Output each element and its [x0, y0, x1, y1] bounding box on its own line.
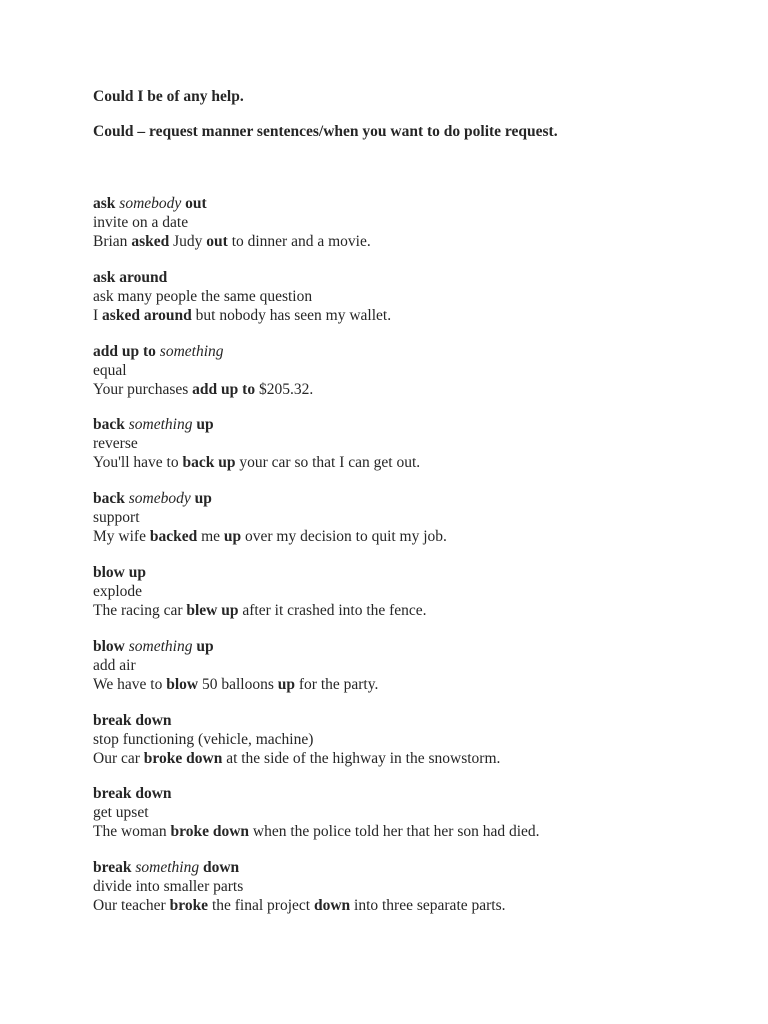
- term-placeholder: somebody: [119, 195, 182, 212]
- example-highlight: broke down: [143, 749, 223, 767]
- term-word: out: [181, 195, 207, 212]
- phrasal-verb-term: [93, 637, 733, 656]
- phrasal-verb-meaning: add air: [93, 656, 136, 674]
- example-text: at the side of the highway in the snowstorm.: [222, 749, 501, 767]
- example-highlight: up: [223, 528, 242, 546]
- example-text: after it crashed into the fence.: [238, 601, 427, 619]
- phrasal-verb-list: [93, 194, 733, 915]
- phrasal-verb-term: [93, 711, 733, 730]
- example-highlight: up: [277, 675, 295, 693]
- term-word: back: [93, 490, 129, 508]
- phrasal-verb-meaning: get upset: [93, 804, 149, 822]
- phrasal-verb-entry: [93, 415, 733, 472]
- term-word: up: [190, 490, 212, 508]
- example-highlight: out: [206, 233, 228, 250]
- example-text: over my decision to quit my job.: [241, 528, 447, 546]
- example-text: me: [197, 528, 224, 546]
- phrasal-verb-term: [93, 489, 733, 508]
- example-text: The woman: [93, 823, 171, 841]
- phrasal-verb-entry: [93, 711, 733, 768]
- phrasal-verb-entry: [93, 784, 733, 841]
- example-text: $205.32.: [255, 380, 314, 398]
- example-text: We have to: [93, 675, 167, 693]
- example-text: You'll have to: [93, 454, 183, 472]
- document-page: [93, 87, 733, 932]
- example-highlight: backed: [149, 528, 198, 546]
- phrasal-verb-example: [93, 601, 733, 620]
- term-placeholder: somebody: [128, 490, 191, 508]
- term-word: ask around: [93, 268, 168, 286]
- example-text: Our car: [93, 749, 144, 767]
- example-text: when the police told her that her son had died.: [249, 823, 540, 841]
- heading-question: Could I be of any help.: [93, 88, 244, 105]
- phrasal-verb-entry: [93, 563, 733, 620]
- term-placeholder: something: [128, 416, 193, 434]
- phrasal-verb-term: [93, 784, 733, 803]
- example-highlight: back up: [182, 454, 236, 472]
- phrasal-verb-meaning: stop functioning (vehicle, machine): [93, 730, 314, 748]
- example-text: Judy: [169, 233, 207, 250]
- phrasal-verb-term: [93, 342, 733, 361]
- phrasal-verb-example: [93, 896, 733, 915]
- phrasal-verb-meaning: divide into smaller parts: [93, 878, 244, 896]
- term-word: blow: [93, 637, 129, 655]
- example-text: 50 balloons: [198, 675, 278, 693]
- example-highlight: broke: [169, 897, 209, 915]
- term-word: break: [93, 859, 136, 877]
- example-text: I: [93, 306, 103, 324]
- phrasal-verb-entry: [93, 489, 733, 546]
- phrasal-verb-entry: [93, 194, 733, 251]
- term-word: break down: [93, 711, 172, 729]
- phrasal-verb-meaning: explode: [93, 582, 143, 600]
- example-text: the final project: [208, 897, 314, 915]
- example-highlight: blow: [166, 675, 199, 693]
- example-highlight: asked: [131, 233, 170, 250]
- term-word: back: [93, 416, 129, 434]
- example-text: My wife: [93, 528, 150, 546]
- example-text: into three separate parts.: [350, 897, 506, 915]
- example-highlight: down: [313, 897, 351, 915]
- example-text: to dinner and a movie.: [227, 233, 371, 250]
- phrasal-verb-example: [93, 453, 733, 472]
- example-highlight: broke down: [170, 823, 250, 841]
- example-text: your car so that I can get out.: [235, 454, 421, 472]
- phrasal-verb-example: [93, 675, 733, 694]
- example-text: Our teacher: [93, 897, 170, 915]
- phrasal-verb-entry: [93, 858, 733, 915]
- phrasal-verb-term: [93, 563, 733, 582]
- term-word: up: [192, 416, 214, 434]
- phrasal-verb-term: [93, 415, 733, 434]
- phrasal-verb-meaning: reverse: [93, 435, 138, 453]
- example-text: The racing car: [93, 601, 187, 619]
- example-text: Brian: [93, 233, 132, 250]
- term-word: blow up: [93, 563, 146, 581]
- term-word: up: [192, 637, 214, 655]
- phrasal-verb-meaning: equal: [93, 361, 127, 379]
- phrasal-verb-meaning: invite on a date: [93, 214, 189, 231]
- phrasal-verb-example: [93, 822, 733, 841]
- example-highlight: asked around: [102, 306, 192, 324]
- phrasal-verb-meaning: support: [93, 509, 140, 527]
- term-word: ask: [93, 195, 120, 212]
- heading-could-explanation: Could – request manner sentences/when you want to do polite request.: [93, 123, 558, 140]
- phrasal-verb-term: [93, 194, 733, 213]
- phrasal-verb-example: [93, 380, 733, 399]
- phrasal-verb-entry: [93, 637, 733, 694]
- term-word: down: [199, 859, 240, 877]
- phrasal-verb-term: [93, 858, 733, 877]
- phrasal-verb-term: [93, 268, 733, 287]
- example-highlight: add up to: [192, 380, 256, 398]
- example-text: but nobody has seen my wallet.: [191, 306, 392, 324]
- example-text: Your purchases: [93, 380, 193, 398]
- term-placeholder: something: [159, 342, 224, 360]
- example-highlight: blew up: [186, 601, 239, 619]
- phrasal-verb-meaning: ask many people the same question: [93, 287, 313, 305]
- phrasal-verb-example: [93, 232, 733, 251]
- term-placeholder: something: [135, 859, 200, 877]
- phrasal-verb-entry: [93, 268, 733, 325]
- phrasal-verb-entry: [93, 342, 733, 399]
- term-placeholder: something: [128, 637, 193, 655]
- term-word: break down: [93, 785, 172, 803]
- phrasal-verb-example: [93, 527, 733, 546]
- example-text: for the party.: [295, 675, 379, 693]
- phrasal-verb-example: [93, 306, 733, 325]
- phrasal-verb-example: [93, 749, 733, 768]
- term-word: add up to: [93, 342, 160, 360]
